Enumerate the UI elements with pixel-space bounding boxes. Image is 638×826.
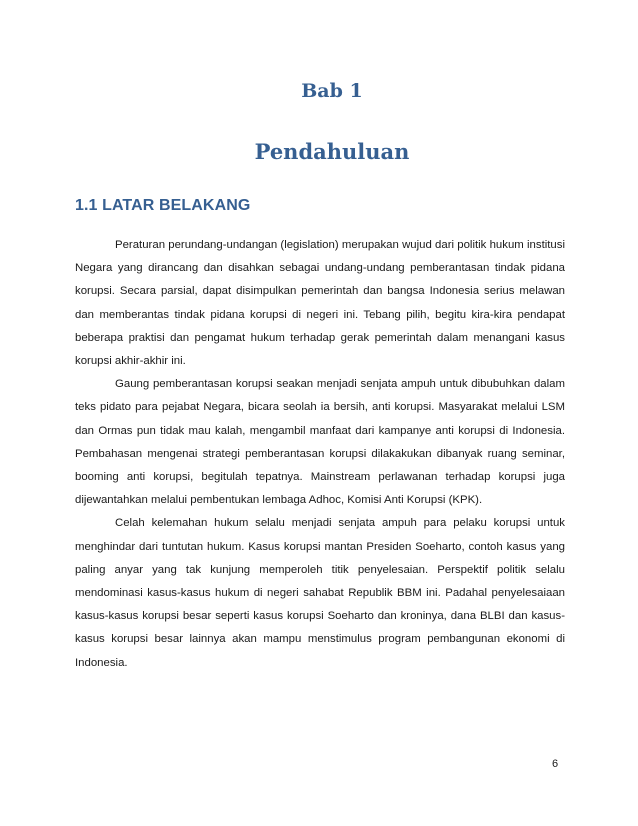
paragraph-2: Gaung pemberantasan korupsi seakan menjadi senjata ampuh untuk dibubuhkan dalam teks pidato para pejabat Negara, bicara seolah ia bersih, anti korupsi. Masyarakat melalui LSM dan Ormas pun tidak mau kalah, mengambil manfaat dari kampanye anti korupsi di Indonesia. Pembahasan mengenai strategi pemberantasan korupsi dilakakukan dibanyak ruang seminar, booming anti korupsi, begitulah tepatnya. Mainstream perlawanan terhadap korupsi juga dijewantahkan melalui pembentukan lembaga Adhoc, Komisi Anti Korupsi (KPK). — [75, 378, 565, 507]
page-number: 6 — [552, 758, 559, 770]
section-heading: 1.1 LATAR BELAKANG — [75, 197, 251, 214]
body-text — [75, 234, 565, 675]
chapter-number: Bab 1 — [301, 80, 363, 102]
paragraph-1: Peraturan perundang-undangan (legislation) merupakan wujud dari politik hukum institusi Negara yang dirancang dan disahkan sebagai undang-undang pemberantasan tindak pidana korupsi. Secara parsial, dapat disimpulkan pemerintah dan bangsa Indonesia serius melawan dan memberantas tindak pidana korupsi di negeri ini. Tebang pilih, begitu kira-kira pendapat beberapa praktisi dan pengamat hukum terhadap gerak pemerintah dalam menangani kasus korupsi akhir-akhir ini. — [75, 239, 565, 368]
paragraph-3: Celah kelemahan hukum selalu menjadi senjata ampuh para pelaku korupsi untuk menghindar dari tuntutan hukum. Kasus korupsi mantan Presiden Soeharto, contoh kasus yang paling anyar yang tak kunjung memperoleh titik penyelesaian. Perspektif politik selalu mendominasi kasus-kasus hukum di negeri sahabat Republik BBM ini. Padahal penyelesaiaan kasus-kasus korupsi besar seperti kasus korupsi Soeharto dan kroninya, dana BLBI dan kasus-kasus korupsi besar lainnya akan mampu menstimulus program pembangunan ekonomi di Indonesia. — [75, 517, 565, 669]
chapter-title: Pendahuluan — [254, 139, 410, 164]
